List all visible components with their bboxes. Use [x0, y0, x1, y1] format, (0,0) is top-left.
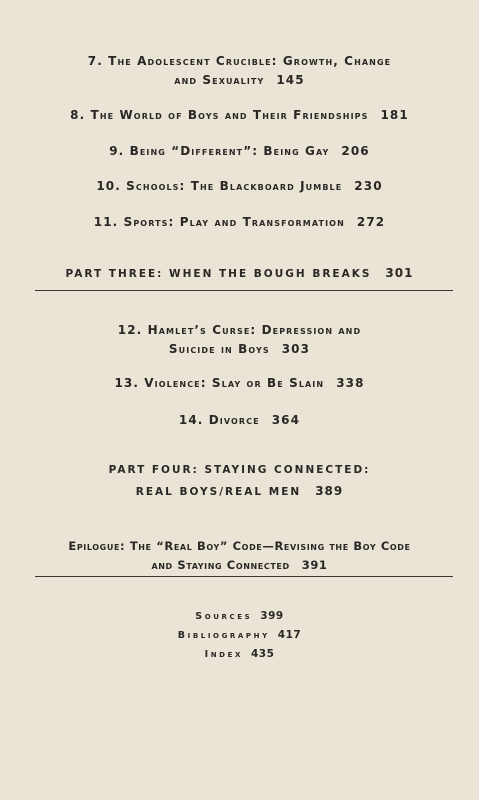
toc-entry-title: 14. Divorce: [178, 413, 260, 427]
toc-entry-chapter-14: [0, 411, 479, 430]
toc-entry-title: 10. Schools: The Blackboard Jumble: [96, 179, 343, 193]
page-number: 206: [341, 144, 370, 158]
toc-entry-title: 7. The Adolescent Crucible: Growth, Change: [87, 54, 392, 68]
page-number: 364: [271, 413, 301, 427]
toc-entry-chapter-9: [0, 142, 479, 161]
toc-entry-title-cont: [0, 556, 479, 575]
toc-entry-title: 8. The World of Boys and Their Friendships: [70, 108, 369, 122]
toc-entry-title: Epilogue: The “Real Boy” Code—Revising the Boy Code: [68, 539, 411, 553]
toc-entry-chapter-8: [0, 106, 479, 125]
page-number: 301: [385, 266, 414, 280]
toc-entry-title-cont: [0, 71, 479, 90]
part-title: PART THREE: WHEN THE BOUGH BREAKS: [65, 268, 372, 280]
page-number: 417: [277, 629, 302, 641]
page-number: 435: [250, 648, 275, 660]
toc-part-three: [0, 263, 479, 285]
back-matter-title: Index: [204, 649, 243, 660]
toc-entry-epilogue: [0, 537, 479, 575]
toc-entry-chapter-7: [0, 52, 479, 90]
page-number: 391: [301, 558, 328, 572]
toc-entry-chapter-12: [0, 321, 479, 359]
toc-entry-title-cont: [0, 340, 479, 359]
toc-back-matter-sources: [0, 609, 479, 624]
toc-entry-title-line2: and Sexuality: [174, 73, 265, 87]
toc-entry-chapter-13: [0, 374, 479, 393]
toc-back-matter-index: [0, 647, 479, 662]
section-divider: [35, 576, 453, 577]
toc-entry-title: 11. Sports: Play and Transformation: [93, 215, 345, 229]
page-number: 303: [281, 342, 311, 356]
page-number: 338: [336, 376, 365, 390]
page-number: 145: [276, 73, 305, 87]
part-title-line2: REAL BOYS/REAL MEN: [135, 486, 302, 498]
toc-back-matter-bibliography: [0, 628, 479, 643]
toc-entry-chapter-10: [0, 177, 479, 196]
toc-entry-title: 12. Hamlet’s Curse: Depression and: [117, 323, 362, 337]
toc-entry-chapter-11: [0, 213, 479, 232]
section-divider: [35, 290, 453, 291]
back-matter-title: Sources: [195, 611, 253, 622]
toc-part-four: [0, 460, 479, 503]
toc-entry-title: 13. Violence: Slay or Be Slain: [114, 376, 325, 390]
page-number: 399: [260, 610, 284, 622]
page-number: 181: [380, 108, 409, 122]
toc-entry-title-line2: and Staying Connected: [151, 558, 290, 572]
part-title-cont: [0, 481, 479, 503]
page-number: 389: [315, 484, 344, 498]
part-title: PART FOUR: STAYING CONNECTED:: [108, 464, 371, 476]
back-matter-title: Bibliography: [177, 630, 270, 641]
page-number: 272: [356, 215, 386, 229]
toc-entry-title-line2: Suicide in Boys: [168, 342, 270, 356]
toc-entry-title: 9. Being “Different”: Being Gay: [109, 144, 330, 158]
page-number: 230: [354, 179, 383, 193]
